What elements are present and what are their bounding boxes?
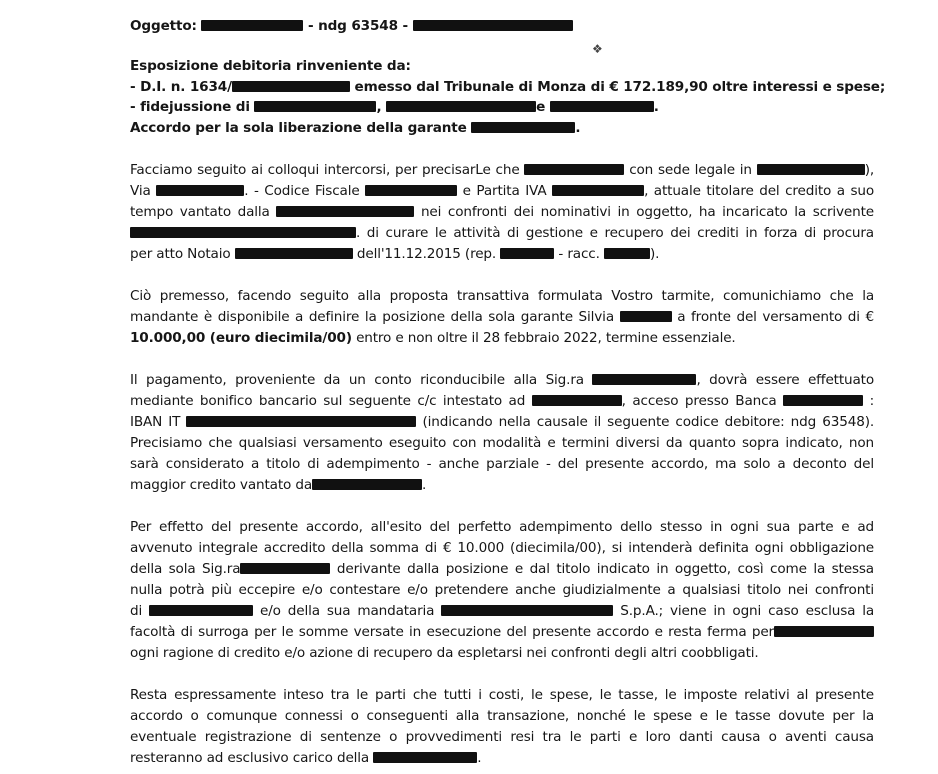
redaction [240,563,330,574]
text: , dovrà essere effettuato [696,372,875,388]
amount-text: 10.000,00 (euro diecimila/00) [130,330,352,346]
p3-line-2 [130,393,874,410]
text: nei confronti dei nominativi in oggetto, ha incaricato la scrivente [420,204,874,220]
redaction [592,374,696,385]
exposure-di-line [130,79,885,96]
redaction [500,248,554,259]
p5-line-3: eventuale registrazione di sentenze o provvedimenti resi tra le parti e loro danti causa o aventi causa [130,729,874,745]
redaction [604,248,650,259]
p4-line-5 [130,603,874,620]
text: S.p.A.; viene in ogni caso esclusa la [620,603,875,619]
exposure-agreement-line [130,120,580,137]
text: Facciamo seguito ai colloqui intercorsi, per precisarLe che [130,162,520,178]
p4-line-4: nulla potrà più eccepire e/o contestare e/o pretendere anche giudizialmente a qualsiasi titolo nei confronti [130,582,874,598]
text: di [130,603,143,619]
redaction [524,164,624,175]
text: mandante è disponibile a definire la posizione della sola garante Silvia [130,309,614,325]
redaction [620,311,672,322]
redaction [149,605,253,616]
p1-line-1 [130,162,874,179]
redaction [774,626,874,637]
p3-line-4: Precisiamo che qualsiasi versamento eseguito con modalità e termini diversi da quanto sopra indicato, non [130,435,874,451]
text: - racc. [558,246,600,262]
text: IBAN IT [130,414,181,430]
redaction [532,395,622,406]
p4-line-2: avvenuto integrale accredito della somma di € 10.000 (diecimila/00), si intenderà definita ogni obbligazione [130,540,874,556]
redaction [386,101,536,112]
p5-line-1: Resta espressamente inteso tra le parti che tutti i costi, le spese, le tasse, le imposte relativi al presente [130,687,874,703]
redaction [373,752,477,763]
text: : [869,393,875,409]
guarantee-prefix: - fidejussione di [130,99,250,115]
exposure-heading: Esposizione debitoria rinveniente da: [130,58,411,74]
agreement-text: Accordo per la sola liberazione della garante [130,120,467,136]
text: e Partita IVA [462,183,547,199]
text: Via [130,183,151,199]
text: (indicando nella causale il seguente codice debitore: ndg 63548). [422,414,875,430]
redaction [201,20,303,31]
text: . - Codice Fiscale [244,183,360,199]
redaction [156,185,244,196]
text: e/o della sua mandataria [260,603,435,619]
text: a fronte del versamento di € [677,309,875,325]
text: . di curare le attività di gestione e recupero dei crediti in forza di procura [356,225,874,241]
redaction [441,605,613,616]
p5-line-2: accordo o comunque connessi o conseguenti alla transazione, nonché le spese e le tasse dovute per la [130,708,874,724]
redaction [783,395,863,406]
p3-line-5: sarà considerato a titolo di adempimento - anche parziale - del presente accordo, ma solo a deconto del [130,456,874,472]
p2-line-2 [130,309,874,326]
redaction [235,248,353,259]
redaction [254,101,376,112]
text: mediante bonifico bancario sul seguente c/c intestato ad [130,393,526,409]
text: . [477,750,482,766]
p2-line-1: Ciò premesso, facendo seguito alla proposta transattiva formulata Vostro tarmite, comunichiamo che la [130,288,874,304]
text: maggior credito vantato da [130,477,313,493]
subject-ndg: - ndg 63548 - [308,18,408,34]
subject-line [130,18,573,35]
redaction [312,479,422,490]
p4-line-6 [130,624,874,641]
subject-label: Oggetto: [130,18,197,34]
separator: . [575,120,581,136]
text: facoltà di surroga per le somme versate in esecuzione del presente accordo e resta ferma per [130,624,774,640]
redaction [757,164,865,175]
separator: , [376,99,382,115]
p3-line-3 [130,414,874,431]
redaction [365,185,457,196]
text: . [422,477,427,493]
text: , attuale titolare del credito a suo [644,183,875,199]
p1-line-5 [130,246,659,263]
exposure-guarantee-line [130,99,659,116]
p4-line-7: ogni ragione di credito e/o azione di recupero da espletarsi nei confronti degli altri coobbligati. [130,645,759,661]
p1-line-2 [130,183,874,200]
redaction [413,20,573,31]
p4-line-3 [130,561,874,578]
text: Il pagamento, proveniente da un conto riconducibile alla Sig.ra [130,372,584,388]
p3-line-6 [130,477,426,494]
text: dell'11.12.2015 (rep. [356,246,497,262]
text: ), [864,162,875,178]
separator: . [653,99,659,115]
text: per atto Notaio [130,246,231,262]
p3-line-1 [130,372,874,389]
redaction [552,185,644,196]
redaction [232,81,350,92]
text: resteranno ad esclusivo carico della [130,750,370,766]
redaction [276,206,414,217]
p4-line-1: Per effetto del presente accordo, all'esito del perfetto adempimento dello stesso in ogni sua parte e ad [130,519,874,535]
redaction [186,416,416,427]
p1-line-3 [130,204,874,221]
p5-line-4 [130,750,481,767]
text: , acceso presso Banca [621,393,777,409]
text: ). [649,246,660,262]
redaction [471,122,575,133]
stray-scan-mark: ❖ [592,42,603,56]
p1-line-4 [130,225,874,242]
di-prefix: - D.I. n. 1634/ [130,79,232,95]
redaction [550,101,654,112]
separator: e [536,99,546,115]
text: con sede legale in [629,162,752,178]
text: derivante dalla posizione e dal titolo indicato in oggetto, così come la stessa [336,561,874,577]
text: tempo vantato dalla [130,204,270,220]
di-text: emesso dal Tribunale di Monza di € 172.189,90 oltre interessi e spese; [354,79,886,95]
redaction [130,227,356,238]
text: entro e non oltre il 28 febbraio 2022, termine essenziale. [356,330,736,346]
p2-line-3 [130,330,736,347]
text: della sola Sig.ra [130,561,241,577]
